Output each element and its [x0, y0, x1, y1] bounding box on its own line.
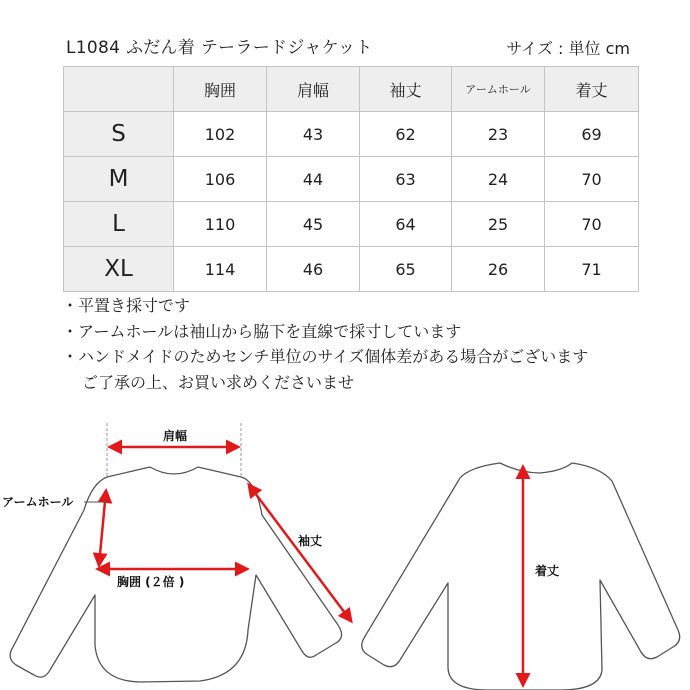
unit-label: サイズ : 単位 cm	[506, 39, 630, 58]
sleeve-arrow	[249, 485, 351, 621]
table-cell: 70	[545, 157, 639, 202]
table-cell: 46	[267, 247, 360, 292]
size-table	[63, 66, 639, 292]
table-cell: 71	[545, 247, 639, 292]
table-row	[64, 202, 639, 247]
table-cell: 25	[452, 202, 545, 247]
notes	[62, 293, 588, 395]
table-header-cell: アームホール	[452, 67, 545, 112]
table-cell: 24	[452, 157, 545, 202]
table-cell: 62	[360, 112, 452, 157]
table-cell: 110	[174, 202, 267, 247]
table-cell: 106	[174, 157, 267, 202]
table-row	[64, 112, 639, 157]
table-header-cell: 着丈	[545, 67, 639, 112]
table-cell: 65	[360, 247, 452, 292]
sleeve-label: 袖丈	[298, 534, 323, 548]
back-jacket-outline	[362, 463, 680, 690]
note-line: ・ハンドメイドのためセンチ単位のサイズ個体差がある場合がございます	[62, 347, 589, 366]
size-label: L	[64, 202, 174, 247]
table-cell: 45	[267, 202, 360, 247]
table-row	[64, 157, 639, 202]
table-header-cell: 肩幅	[267, 67, 360, 112]
table-cell: 43	[267, 112, 360, 157]
note-line: ご了承の上、お買い求めくださいませ	[82, 372, 355, 392]
table-cell: 102	[174, 112, 267, 157]
table-cell: 63	[360, 157, 452, 202]
size-label: S	[64, 112, 174, 157]
armhole-label: アームホール	[2, 495, 74, 509]
length-label: 着丈	[535, 564, 560, 578]
table-header-row	[64, 67, 639, 112]
table-header-cell: 袖丈	[360, 67, 452, 112]
table-cell: 114	[174, 247, 267, 292]
table-cell: 64	[360, 202, 452, 247]
page-title: L1084 ふだん着 テーラードジャケット	[66, 38, 373, 58]
size-label: M	[64, 157, 174, 202]
note-line: ・平置き採寸です	[62, 296, 191, 315]
table-cell: 44	[267, 157, 360, 202]
shoulder-label: 肩幅	[162, 429, 188, 443]
size-label: XL	[64, 247, 174, 292]
table-row	[64, 247, 639, 292]
measurement-diagram	[0, 405, 690, 690]
table-header-cell: 胸囲	[174, 67, 267, 112]
table-header-cell	[64, 67, 174, 112]
table-cell: 26	[452, 247, 545, 292]
table-cell: 23	[452, 112, 545, 157]
table-cell: 69	[545, 112, 639, 157]
note-line: ・アームホールは袖山から脇下を直線で採寸しています	[62, 321, 462, 341]
chest-label: 胸囲 (２倍 )	[117, 575, 185, 589]
table-cell: 70	[545, 202, 639, 247]
